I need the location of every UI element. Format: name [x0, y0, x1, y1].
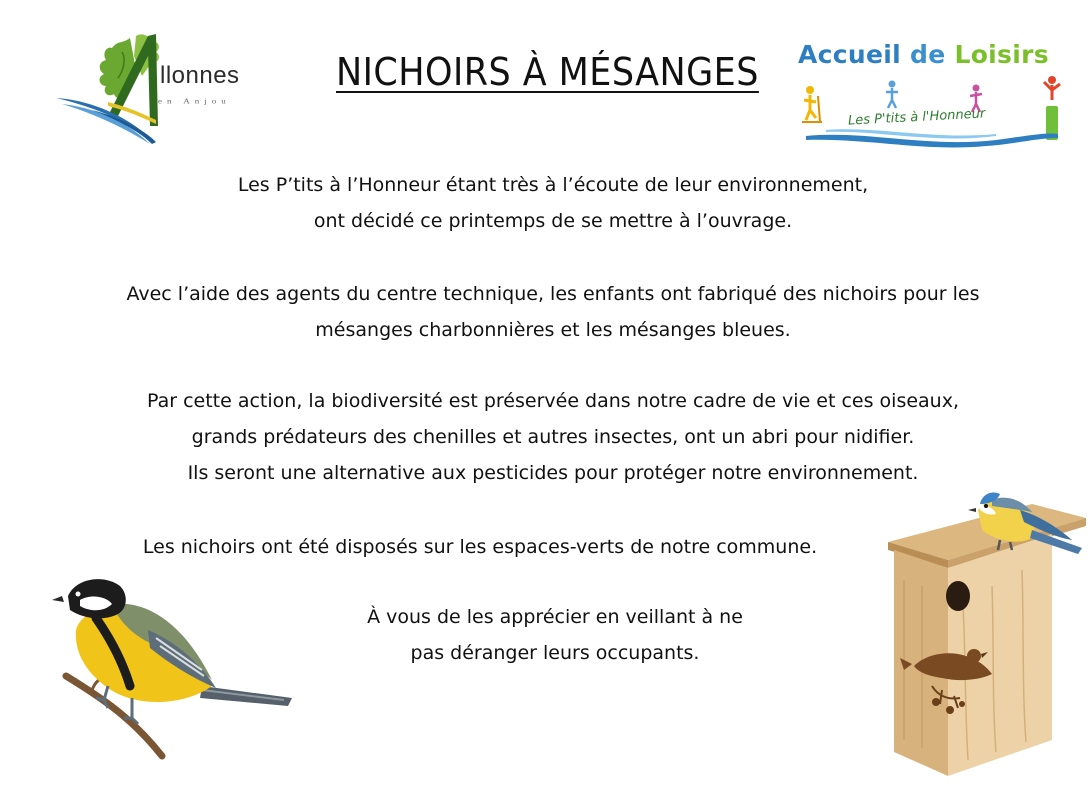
text-line: Les P’tits à l’Honneur étant très à l’écoute de leur environnement, — [237, 174, 869, 196]
allonnes-logo-name: llonnes — [160, 62, 240, 89]
great-tit-bird-icon — [52, 568, 302, 768]
closing-paragraph — [330, 599, 780, 671]
text-line: grands prédateurs des chenilles et autres insectes, ont un abri pour nidifier. — [191, 426, 915, 448]
birdhouse-illustration — [882, 490, 1088, 780]
great-tit-illustration — [52, 568, 302, 768]
biodiversity-paragraph — [40, 383, 1066, 491]
text-line: Par cette action, la biodiversité est préservée dans notre cadre de vie et ces oiseaux, — [146, 390, 960, 412]
allonnes-logo-subtitle: en Anjou — [158, 97, 231, 105]
text-line: mésanges charbonnières et les mésanges bleues. — [315, 319, 791, 341]
birdhouse-with-blue-tit-icon — [882, 490, 1088, 780]
placement-paragraph — [40, 529, 920, 565]
text-line: Les nichoirs ont été disposés sur les espaces-verts de notre commune. — [142, 536, 818, 558]
de-word: de — [910, 40, 946, 69]
text-line: ont décidé ce printemps de se mettre à l’ouvrage. — [313, 210, 793, 232]
construction-paragraph — [40, 276, 1066, 348]
children-figures-icon — [796, 40, 1066, 150]
text-line: À vous de les apprécier en veillant à ne — [367, 606, 743, 628]
intro-paragraph — [40, 167, 1066, 239]
accueil-de-loisirs-logo — [796, 40, 1066, 150]
text-line: pas déranger leurs occupants. — [410, 642, 700, 664]
page-title: NICHOIRS À MÉSANGES — [336, 50, 759, 94]
accueil-word: Accueil — [798, 40, 901, 69]
accueil-logo-subtitle: Les P'tits à l'Honneur — [847, 106, 986, 129]
text-line: Ils seront une alternative aux pesticides pour protéger notre environnement. — [187, 462, 919, 484]
text-line: Avec l’aide des agents du centre technique, les enfants ont fabriqué des nichoirs pour les — [126, 283, 980, 305]
allonnes-logo — [52, 30, 274, 148]
loisirs-word: Loisirs — [954, 40, 1049, 69]
